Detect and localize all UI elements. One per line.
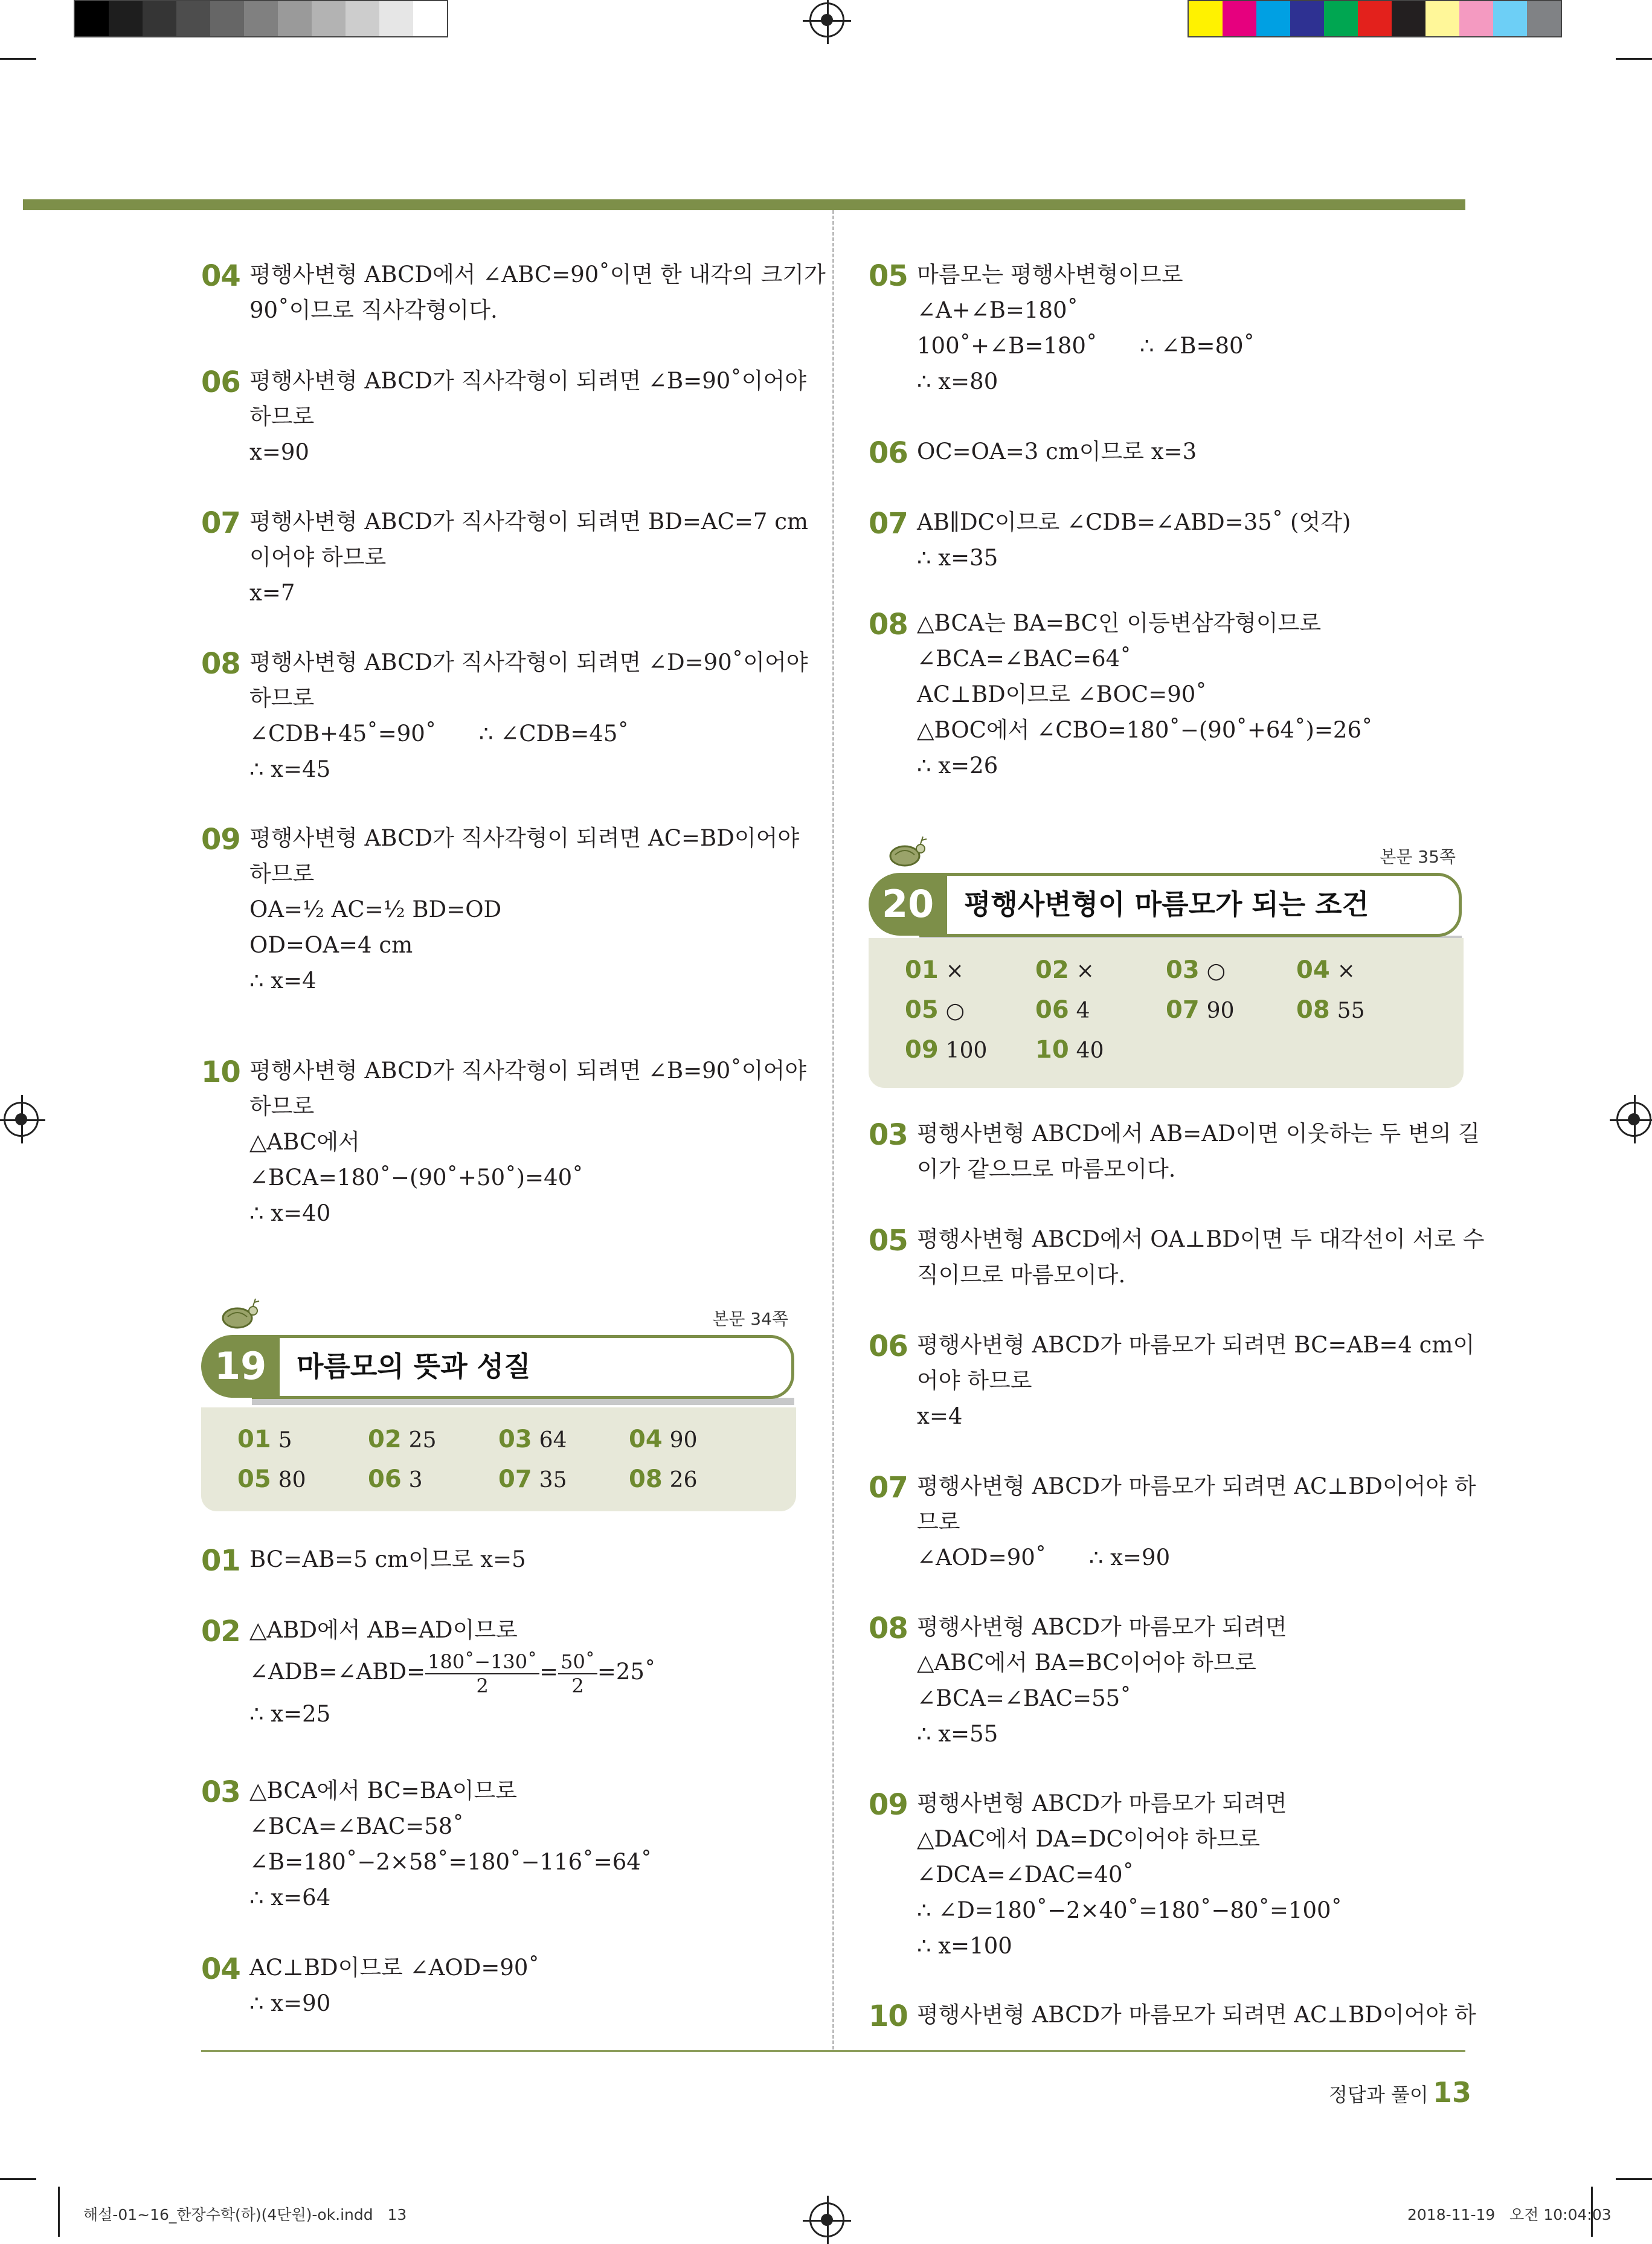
answer-value: ○ [1206,959,1226,983]
solution-line: ∴ x=80 [917,368,998,394]
problem-number: 09 [201,823,240,857]
answer-value: × [1337,959,1355,983]
solution-line: 평행사변형 ABCD가 직사각형이 되려면 ∠B=90˚이어야 [249,368,807,394]
solution-line: x=90 [249,439,309,465]
answer-value: × [1076,959,1094,983]
problem-number: 03 [201,1775,240,1809]
answer-item [368,1464,423,1496]
solution-line: ∴ x=40 [249,1200,331,1226]
crop-mark [0,2178,36,2180]
solution-line: x=4 [917,1403,963,1429]
answer-value: 90 [1206,998,1235,1023]
answer-value: 64 [539,1428,567,1453]
solution-line: ∴ x=35 [917,545,998,571]
solution-line: ∠AOD=90˚ ∴ x=90 [917,1545,1171,1570]
section-title: 평행사변형이 마름모가 되는 조건 [964,888,1369,921]
answer-number: 03 [1166,956,1200,984]
solution-line: ∠BCA=∠BAC=64˚ [917,646,1131,672]
answer-value: 4 [1076,998,1090,1023]
problem-number: 08 [869,1612,908,1645]
answer-item [1296,995,1364,1026]
problem-number: 05 [869,259,908,293]
page-number: 13 [1433,2076,1472,2109]
grayscale-bar [74,0,448,37]
problem-number: 01 [201,1544,240,1578]
solution-line: OD=OA=4 cm [249,932,413,958]
section-title: 마름모의 뜻과 성질 [297,1350,531,1383]
answer-value: 90 [669,1428,698,1453]
denominator: 2 [571,1674,584,1697]
column-divider [832,210,834,2049]
registration-mark-right [1616,1102,1651,1137]
solution-line: ∴ ∠D=180˚−2×40˚=180˚−80˚=100˚ [917,1897,1343,1923]
numerator: 50˚ [558,1650,597,1674]
problem-number: 07 [869,1471,908,1505]
denominator: 2 [476,1674,489,1697]
registration-mark-top [809,2,844,37]
solution-line: ∴ x=25 [249,1701,331,1727]
problem-number: 04 [201,259,240,293]
problem-number: 04 [201,1952,240,1986]
solution-line: △ABC에서 BA=BC이어야 하므로 [917,1650,1256,1676]
page-reference: 본문 35쪽 [1380,847,1456,867]
solution-line: △BCA에서 BC=BA이므로 [249,1778,517,1804]
problem-number: 03 [869,1118,908,1152]
solution-line: 평행사변형 ABCD에서 OA⊥BD이면 두 대각선이 서로 수 [917,1226,1485,1252]
registration-mark-left [4,1102,39,1137]
answer-number: 04 [629,1426,663,1453]
answer-value: 100 [945,1038,988,1063]
solution-line: OC=OA=3 cm이므로 x=3 [917,439,1197,465]
solution-line: OA=½ AC=½ BD=OD [249,896,502,922]
problem-number: 10 [869,1999,908,2033]
solution-line: 평행사변형 ABCD가 직사각형이 되려면 ∠B=90˚이어야 [249,1058,807,1084]
solution-line: ∴ x=45 [249,756,331,782]
problem-number: 07 [869,507,908,541]
solution-line: 하므로 [249,403,315,429]
solution-line: 평행사변형 ABCD가 마름모가 되려면 AC⊥BD이어야 하 [917,1473,1476,1499]
answer-item [1035,955,1094,986]
answer-item [629,1464,697,1496]
answer-value: 35 [539,1468,567,1493]
turtle-icon [213,1295,262,1331]
answer-number: 06 [368,1465,402,1493]
solution-line: 평행사변형 ABCD가 직사각형이 되려면 AC=BD이어야 [249,825,800,851]
solution-line: ∴ x=55 [917,1721,998,1747]
page-reference: 본문 34쪽 [712,1309,788,1329]
crop-mark [1616,58,1652,60]
solution-line: ∠B=180˚−2×58˚=180˚−116˚=64˚ [249,1849,652,1875]
answer-number: 05 [905,996,939,1024]
solution-line: △BOC에서 ∠CBO=180˚−(90˚+64˚)=26˚ [917,717,1373,743]
answer-item [905,1035,987,1066]
print-date: 2018-11-19 오전 10:04:03 [1407,2206,1612,2223]
answer-value: ○ [945,998,965,1023]
section-19-answers [201,1407,796,1511]
problem-number: 06 [869,1329,908,1363]
solution-line: ∠BCA=∠BAC=58˚ [249,1813,464,1839]
answer-number: 09 [905,1036,939,1064]
solution-line: △BCA는 BA=BC인 이등변삼각형이므로 [917,610,1322,636]
answer-value: 55 [1337,998,1365,1023]
answer-item [1296,955,1355,986]
solution-line: △ABD에서 AB=AD이므로 [249,1617,518,1643]
crop-mark [58,2187,60,2237]
answer-item [498,1464,567,1496]
solution-line: BC=AB=5 cm이므로 x=5 [249,1546,526,1572]
fraction-result: =25˚ [597,1659,656,1685]
problem-number: 06 [201,365,240,399]
answer-value: 40 [1076,1038,1104,1063]
solution-line: ∴ x=4 [249,968,317,994]
solution-line: 평행사변형 ABCD가 마름모가 되려면 BC=AB=4 cm이 [917,1332,1475,1358]
solution-line: ∠BCA=180˚−(90˚+50˚)=40˚ [249,1165,583,1191]
answer-number: 01 [237,1426,271,1453]
solution-line: 평행사변형 ABCD가 직사각형이 되려면 BD=AC=7 cm [249,509,809,535]
section-number: 19 [214,1344,267,1388]
answer-item [237,1424,292,1456]
answer-value: 26 [669,1468,698,1493]
solution-line: 어야 하므로 [917,1368,1032,1394]
answer-number: 05 [237,1465,271,1493]
problem-number: 09 [869,1788,908,1822]
footer-label: 정답과 풀이 [1329,2083,1429,2106]
fraction [425,1650,539,1697]
problem-number: 02 [201,1615,240,1648]
answer-number: 08 [629,1465,663,1493]
answer-value: × [945,959,964,983]
answer-item [905,995,965,1026]
answer-number: 04 [1296,956,1330,984]
problem-number: 08 [869,608,908,641]
numerator: 180˚−130˚ [425,1650,539,1674]
solution-line: ∠A+∠B=180˚ [917,297,1079,323]
solution-line: ∴ x=26 [917,753,998,779]
solution-line: ∠BCA=∠BAC=55˚ [917,1685,1131,1711]
solution-line: 평행사변형 ABCD가 마름모가 되려면 [917,1790,1287,1816]
solution-line: 하므로 [249,685,315,711]
answer-item [1035,995,1090,1026]
answer-value: 80 [278,1468,306,1493]
answer-number: 06 [1035,996,1069,1024]
problem-number: 08 [201,647,240,681]
section-20-answers [869,938,1464,1088]
solution-line: ∠ADB=∠ABD= $\frac{180˚-130˚}{2}$ = $\frac{50˚}{2}$ =25˚ [249,1650,656,1697]
solution-line: ∴ x=90 [249,1990,331,2016]
section-20-header [869,837,1462,945]
solution-line: 마름모는 평행사변형이므로 [917,262,1183,288]
crop-mark [0,58,36,60]
solution-line: 직이므로 마름모이다. [917,1262,1126,1288]
fraction [558,1650,597,1697]
solution-line: AC⊥BD이므로 ∠AOD=90˚ [249,1955,539,1981]
solution-line: △ABC에서 [249,1129,360,1155]
answer-number: 02 [368,1426,402,1453]
problem-number: 07 [201,506,240,540]
answer-item [1035,1035,1104,1066]
solution-line: ∴ x=64 [249,1885,331,1911]
solution-line: 이어야 하므로 [249,544,387,570]
solution-line: △DAC에서 DA=DC이어야 하므로 [917,1826,1260,1852]
answer-number: 10 [1035,1036,1069,1064]
solution-line: ∠DCA=∠DAC=40˚ [917,1862,1134,1888]
answer-item [237,1464,306,1496]
answer-number: 07 [498,1465,532,1493]
solution-line: 므로 [917,1509,960,1535]
problem-number: 05 [869,1224,908,1258]
solution-line: 하므로 [249,1093,315,1119]
answer-number: 08 [1296,996,1330,1024]
answer-item [1166,955,1226,986]
solution-line: 평행사변형 ABCD가 마름모가 되려면 [917,1614,1287,1640]
color-bar [1188,0,1562,37]
solution-line: ∠CDB+45˚=90˚ ∴ ∠CDB=45˚ [249,721,629,747]
problem-number: 10 [201,1055,240,1089]
solution-line: 평행사변형 ABCD에서 ∠ABC=90˚이면 한 내각의 크기가 [249,262,826,288]
solution-line: ∴ x=100 [917,1933,1012,1959]
solution-line: AC⊥BD이므로 ∠BOC=90˚ [917,681,1207,707]
footer-rule [201,2050,1465,2052]
problem-number: 06 [869,436,908,470]
solution-line: 이가 같으므로 마름모이다. [917,1156,1176,1182]
answer-item [1166,995,1234,1026]
answer-item [368,1424,436,1456]
solution-line: AB∥DC이므로 ∠CDB=∠ABD=35˚ (엇각) [917,509,1351,535]
answer-number: 03 [498,1426,532,1453]
file-slug: 해설-01~16_한장수학(하)(4단원)-ok.indd 13 [83,2206,407,2223]
crop-mark [1616,2178,1652,2180]
solution-line: 하므로 [249,861,315,887]
answer-value: 25 [408,1428,437,1453]
solution-line: 평행사변형 ABCD가 직사각형이 되려면 ∠D=90˚이어야 [249,649,808,675]
solution-line: 평행사변형 ABCD에서 AB=AD이면 이웃하는 두 변의 길 [917,1120,1480,1146]
answer-item [629,1424,697,1456]
answer-number: 01 [905,956,939,984]
solution-line: 100˚+∠B=180˚ ∴ ∠B=80˚ [917,333,1255,359]
section-number: 20 [882,882,934,926]
answer-item [905,955,964,986]
registration-mark-bottom [809,2202,844,2237]
answer-value: 3 [408,1468,423,1493]
turtle-icon [881,833,929,869]
header-rule [23,199,1465,210]
answer-number: 07 [1166,996,1200,1024]
section-19-header [201,1299,794,1407]
answer-number: 02 [1035,956,1069,984]
solution-line: x=7 [249,580,295,606]
answer-item [498,1424,567,1456]
solution-line: 평행사변형 ABCD가 마름모가 되려면 AC⊥BD이어야 하 [917,2002,1476,2028]
solution-line: 90˚이므로 직사각형이다. [249,297,498,323]
answer-value: 5 [278,1428,292,1453]
